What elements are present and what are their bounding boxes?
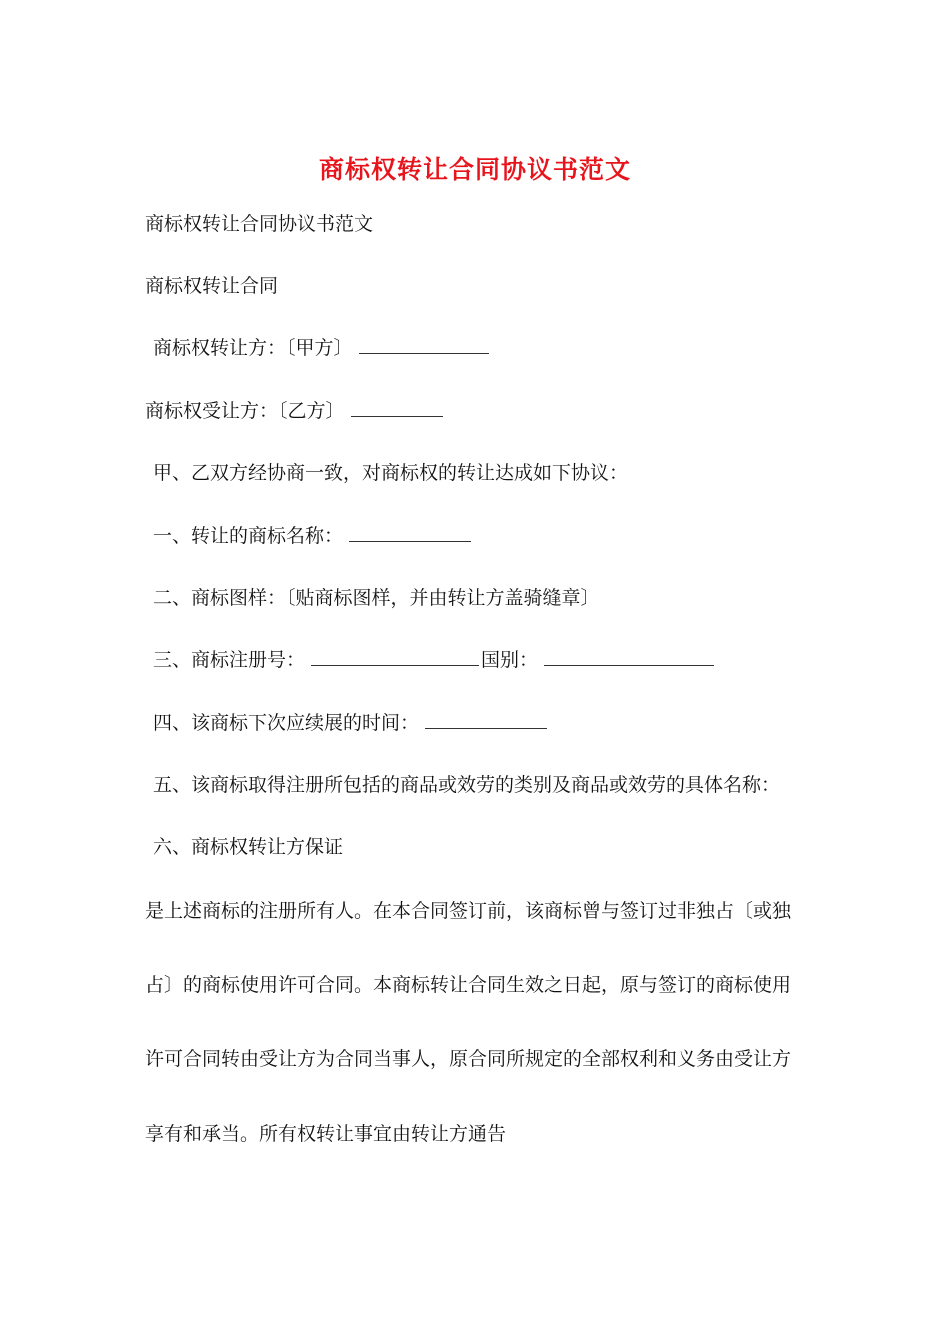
document-title: 商标权转让合同协议书范文: [318, 155, 631, 184]
clause-3-country-blank: [544, 647, 714, 666]
clause-5-line: 五、该商标取得注册所包括的商品或效劳的类别及商品或效劳的具体名称：: [153, 774, 781, 796]
clause-4-blank: [425, 710, 547, 729]
clause-3-country-label: 国别：: [481, 649, 539, 671]
party-b-label: 商标权受让方：〔乙方〕: [145, 400, 345, 422]
clause-3-line: [153, 647, 714, 673]
clause-4-line: [153, 710, 547, 736]
clause-1-blank: [349, 523, 471, 542]
contract-heading: 商标权转让合同: [145, 275, 279, 297]
body-line-2: 占〕的商标使用许可合同。本商标转让合同生效之日起，原与签订的商标使用: [145, 974, 792, 996]
clause-3-label: 三、商标注册号：: [153, 649, 306, 671]
body-line-4: 享有和承当。所有权转让事宜由转让方通告: [145, 1123, 507, 1145]
clause-6-line: 六、商标权转让方保证: [153, 836, 344, 858]
clause-2-line: 二、商标图样：〔贴商标图样，并由转让方盖骑缝章〕: [153, 587, 600, 609]
clause-3-blank: [311, 647, 479, 666]
party-b-line: [145, 398, 443, 424]
body-line-3: 许可合同转由受让方为合同当事人，原合同所规定的全部权利和义务由受让方: [145, 1048, 792, 1070]
party-a-label: 商标权转让方：〔甲方〕: [153, 337, 353, 359]
body-line-1: 是上述商标的注册所有人。在本合同签订前，该商标曾与签订过非独占〔或独: [145, 900, 792, 922]
clause-1-label: 一、转让的商标名称：: [153, 525, 344, 547]
party-b-blank: [351, 398, 443, 417]
party-a-blank: [359, 335, 489, 354]
clause-1-line: [153, 523, 471, 549]
agreement-intro: 甲、乙双方经协商一致，对商标权的转让达成如下协议：: [153, 462, 629, 484]
clause-4-label: 四、该商标下次应续展的时间：: [153, 712, 420, 734]
document-subtitle: 商标权转让合同协议书范文: [145, 213, 374, 235]
party-a-line: [153, 335, 489, 361]
